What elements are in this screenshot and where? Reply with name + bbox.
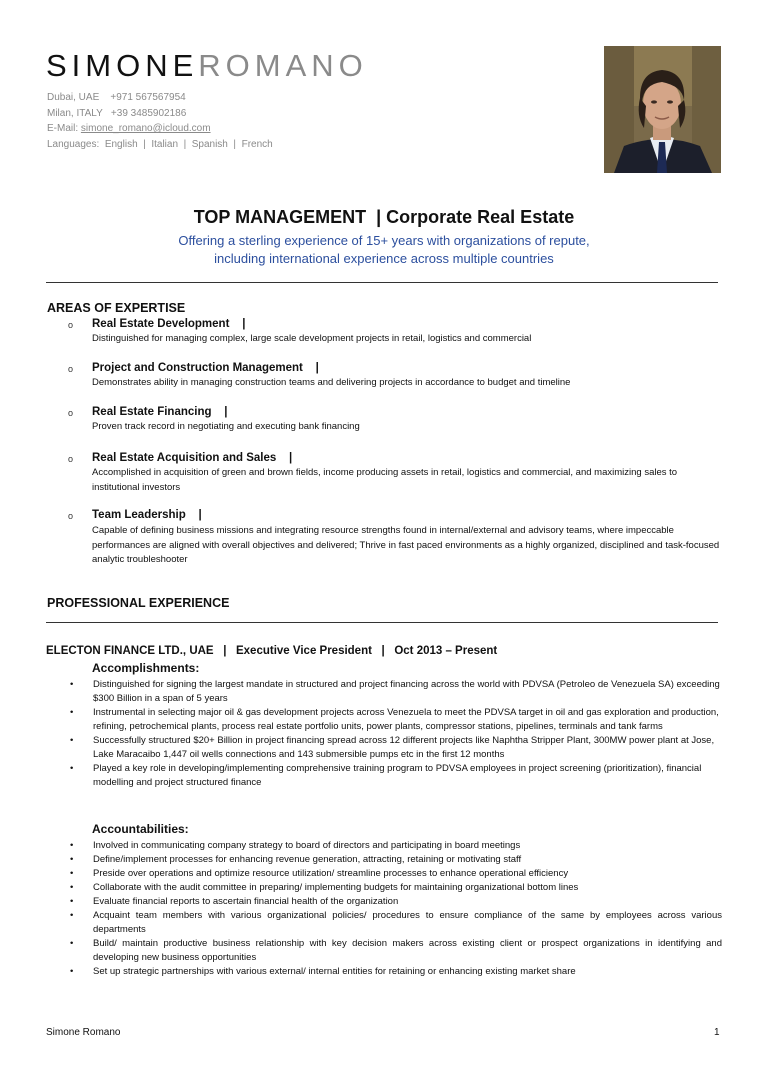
- bullet-dot-icon: •: [70, 882, 74, 893]
- contact-milan: Milan, ITALY +39 3485902186: [47, 107, 187, 119]
- bullet-dot-icon: •: [70, 679, 74, 690]
- bullet-dot-icon: •: [70, 735, 74, 746]
- list-item: [70, 734, 722, 762]
- email-label: E-Mail:: [47, 123, 79, 134]
- list-item-text: Involved in communicating company strategy to board of directors and participating in board meetings: [93, 840, 521, 851]
- footer-name: Simone Romano: [46, 1027, 121, 1038]
- expertise-desc: Demonstrates ability in managing construction teams and delivering projects in accordance to budget and timeline: [92, 377, 571, 388]
- headline-title: TOP MANAGEMENT | Corporate Real Estate: [193, 207, 575, 227]
- expertise-desc: Proven track record in negotiating and executing bank financing: [92, 421, 360, 432]
- expertise-desc: Distinguished for managing complex, large scale development projects in retail, logistics and commercial: [92, 333, 532, 344]
- expertise-title: Real Estate Financing |: [92, 406, 228, 418]
- bullet-circle-icon: o: [68, 364, 74, 374]
- languages-line: Languages: English | Italian | Spanish | French: [47, 138, 273, 150]
- bullet-dot-icon: •: [70, 763, 74, 774]
- list-item-text: Successfully structured $20+ Billion in project financing spread across 12 different projects like Naphtha Stripper Plant, 300MW power plant at Jose, Lake Maracaibo 1,447 oil wells connections and 143 submersible pumps etc in the first 12 months: [93, 735, 715, 760]
- headline-subtitle: [0, 232, 768, 268]
- accountabilities-heading: Accountabilities:: [92, 822, 189, 836]
- list-item: [70, 839, 722, 853]
- list-item-text: Collaborate with the audit committee in preparing/ implementing budgets for maintaining organizational bottom lines: [93, 882, 579, 893]
- contact-dubai: Dubai, UAE +971 567567954: [47, 92, 186, 103]
- bullet-circle-icon: o: [68, 408, 74, 418]
- list-item: [70, 678, 722, 706]
- bullet-circle-icon: o: [68, 511, 74, 521]
- accomplishments-heading: Accomplishments:: [92, 661, 200, 675]
- bullet-dot-icon: •: [70, 854, 74, 865]
- bullet-dot-icon: •: [70, 896, 74, 907]
- subtitle-line-2: including international experience across multiple countries: [214, 251, 554, 266]
- email-link[interactable]: simone_romano@icloud.com: [80, 123, 211, 134]
- expertise-desc: Capable of defining business missions and integrating resource strengths found in internal/external and advisory teams, where impeccable performances are aligned with overall objectives and delivered; Thrive in fast paced environments as a highly organized, disciplined and task-focused analytic troubleshooter: [92, 525, 720, 565]
- bullet-dot-icon: •: [70, 938, 74, 949]
- expertise-title: Real Estate Development |: [92, 318, 246, 330]
- divider-rule: [46, 282, 718, 283]
- list-item: [70, 867, 722, 881]
- page-number: 1: [714, 1027, 720, 1038]
- expertise-desc: Accomplished in acquisition of green and brown fields, income producing assets in retail, logistics and commercial, and maximizing sales to institutional investors: [92, 467, 678, 493]
- bullet-circle-icon: o: [68, 454, 74, 464]
- accomplishments-list: [70, 678, 722, 790]
- expertise-title: Team Leadership |: [92, 509, 202, 521]
- list-item: [70, 881, 722, 895]
- list-item-text: Evaluate financial reports to ascertain financial health of the organization: [93, 896, 399, 907]
- bullet-dot-icon: •: [70, 840, 74, 851]
- contact-block: [47, 90, 273, 152]
- bullet-circle-icon: o: [68, 320, 74, 330]
- list-item: [70, 937, 722, 965]
- bullet-dot-icon: •: [70, 966, 74, 977]
- list-item: [70, 909, 722, 937]
- list-item: [70, 895, 722, 909]
- list-item-text: Distinguished for signing the largest mandate in structured and project financing across the world with PDVSA (Petroleo de Venezuela SA) exceeding $300 Billion in a span of 5 years: [93, 679, 720, 704]
- list-item-text: Build/ maintain productive business relationship with key decision makers across existing client or prospect organizations in identifying and developing new business opportunities: [93, 938, 722, 963]
- subtitle-line-1: Offering a sterling experience of 15+ years with organizations of repute,: [178, 233, 590, 248]
- list-item: [70, 853, 722, 867]
- list-item-text: Acquaint team members with various organizational policies/ procedures to ensure compliance of the same by employees across various departments: [93, 910, 722, 935]
- candidate-name: [46, 48, 368, 84]
- list-item-text: Preside over operations and optimize resource utilization/ streamline processes to enhance operational efficiency: [93, 868, 569, 879]
- list-item: [70, 965, 722, 979]
- bullet-dot-icon: •: [70, 910, 74, 921]
- list-item: [70, 762, 722, 790]
- expertise-title: Real Estate Acquisition and Sales |: [92, 452, 293, 464]
- profile-photo: [604, 46, 721, 173]
- expertise-heading: AREAS OF EXPERTISE: [47, 301, 186, 315]
- last-name: ROMANO: [198, 48, 368, 83]
- bullet-dot-icon: •: [70, 707, 74, 718]
- list-item-text: Played a key role in developing/implementing comprehensive training program to PDVSA employees in project screening (prioritization), financial modelling and project structured finance: [93, 763, 702, 788]
- list-item: [70, 706, 722, 734]
- list-item-text: Set up strategic partnerships with various external/ internal entities for retaining or enhancing existing market share: [93, 966, 576, 977]
- list-item-text: Define/implement processes for enhancing revenue generation, attracting, retaining or motivating staff: [93, 854, 522, 865]
- divider-rule: [46, 622, 718, 623]
- bullet-dot-icon: •: [70, 868, 74, 879]
- expertise-title: Project and Construction Management |: [92, 362, 319, 374]
- first-name: SIMONE: [46, 48, 199, 83]
- list-item-text: Instrumental in selecting major oil & gas development projects across Venezuela to meet the PDVSA target in oil and gas exploration and production, refining, petrochemical plants, process real estate portfolio units, power plants, compressor stations, pipelines, terminals and tank farms: [93, 707, 719, 732]
- accountabilities-list: [70, 839, 722, 979]
- email-line: [47, 121, 273, 137]
- experience-heading: PROFESSIONAL EXPERIENCE: [47, 596, 230, 610]
- company-line: ELECTON FINANCE LTD., UAE | Executive Vice President | Oct 2013 – Present: [46, 645, 498, 657]
